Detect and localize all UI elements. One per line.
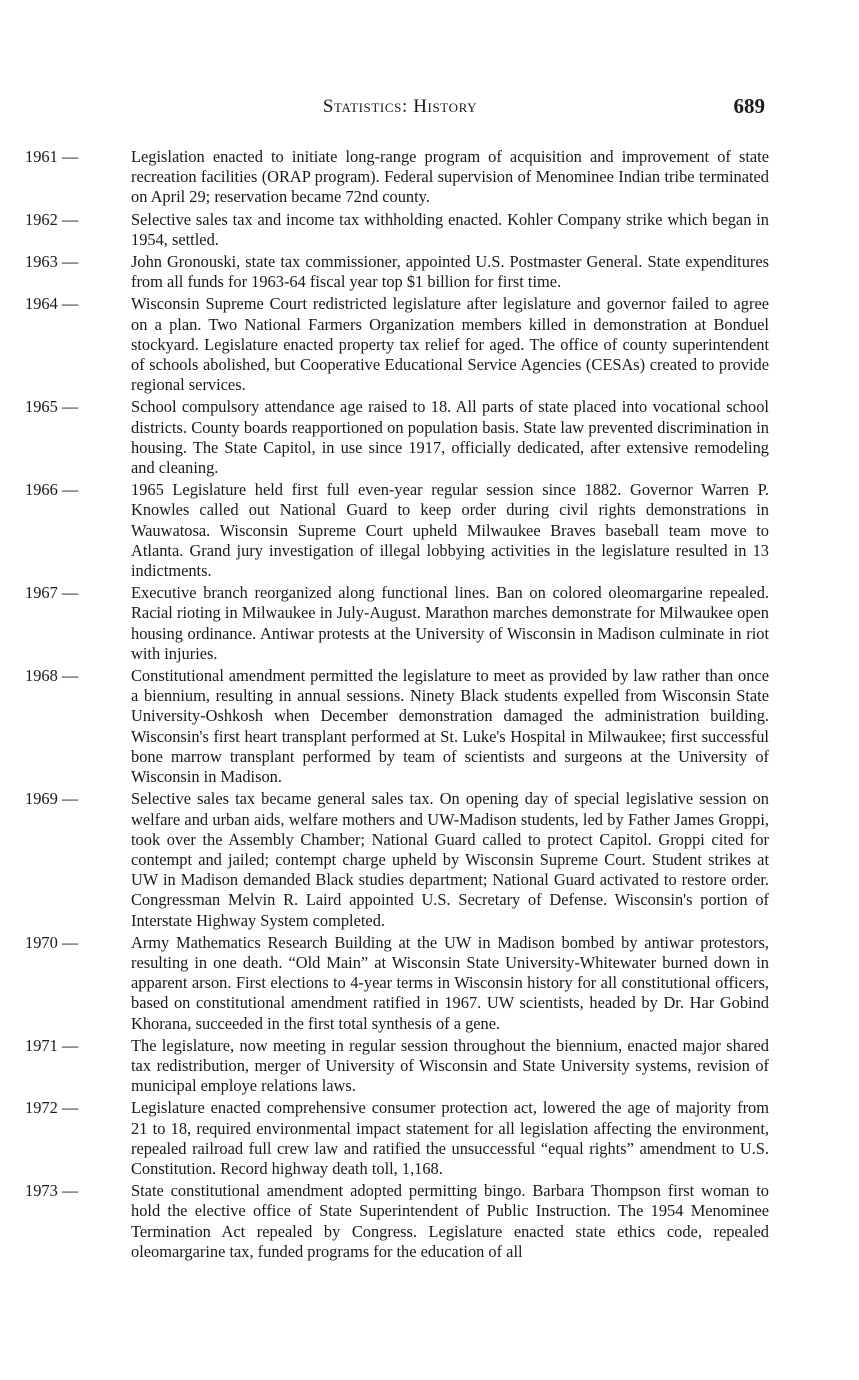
chronology-entry-1968 [25, 666, 769, 787]
entry-text: Wisconsin Supreme Court redistricted legislature after legislature and governor failed to agree on a plan. Two National Farmers Organization members killed in demonstration at Bonduel stockyard. Legislature enacted property tax relief for aged. The office of county superintendent of schools abolished, but Cooperative Educational Service Agencies (CESAs) created to provide regional services. [131, 294, 769, 395]
entry-year: 1966 — [25, 480, 79, 500]
entry-text: Selective sales tax became general sales tax. On opening day of special legislative session on welfare and urban aids, welfare mothers and UW-Madison students, led by Father James Groppi, took over the Assembly Chamber; National Guard called to protect Capitol. Groppi cited for contempt and jailed; contempt charge upheld by Wisconsin Supreme Court. Student strikes at UW in Madison demanded Black studies department; National Guard activated to restore order. Congressman Melvin R. Laird appointed U.S. Secretary of Defense. Wisconsin's portion of Interstate Highway System completed. [131, 789, 769, 930]
chronology-entry-1961 [25, 147, 769, 208]
entry-year: 1967 — [25, 583, 79, 603]
entry-text: State constitutional amendment adopted permitting bingo. Barbara Thompson first woman to hold the elective office of State Superintendent of Public Instruction. The 1954 Menominee Termination Act repealed by Congress. Legislature enacted state ethics code, repealed oleomargarine tax, funded programs for the education of all [131, 1181, 769, 1261]
entry-text: Selective sales tax and income tax withholding enacted. Kohler Company strike which began in 1954, settled. [131, 209, 769, 249]
entry-text: Legislature enacted comprehensive consumer protection act, lowered the age of majority from 21 to 18, required environmental impact statement for all legislation affecting the environment, repealed railroad full crew law and ratified the unsuccessful “equal rights” amendment to U.S. Constitution. Record highway death toll, 1,168. [131, 1098, 769, 1178]
entry-year: 1972 — [25, 1098, 79, 1118]
page-number: 689 [733, 94, 765, 118]
chronology-entry-1967 [25, 583, 769, 664]
entry-year: 1970 — [25, 932, 79, 952]
entry-text: School compulsory attendance age raised to 18. All parts of state placed into vocational school districts. County boards reapportioned on population basis. State law prevented discrimination in housing. The State Capitol, in use since 1917, officially dedicated, after extensive remodeling and cleaning. [131, 397, 769, 478]
entry-text: The legislature, now meeting in regular session throughout the biennium, enacted major shared tax redistribution, merger of University of Wisconsin and State University systems, revision of municipal employe relations laws. [131, 1035, 769, 1096]
chronology-entry-1970 [25, 933, 769, 1034]
chronology-entry-1971 [25, 1036, 769, 1097]
entry-year: 1968 — [25, 666, 79, 686]
entry-text: 1965 Legislature held first full even-year regular session since 1882. Governor Warren P. Knowles called out National Guard to keep order during civil rights demonstrations in Wauwatosa. Wisconsin Supreme Court upheld Milwaukee Braves baseball team move to Atlanta. Grand jury investigation of illegal lobbying activities in the legislature resulted in 13 indictments. [131, 480, 769, 581]
entry-year: 1964 — [25, 294, 79, 314]
chronology-entry-1964 [25, 294, 769, 395]
entry-text: Legislation enacted to initiate long-range program of acquisition and improvement of state recreation facilities (ORAP program). Federal supervision of Menominee Indian tribe terminated on April 29; reservation became 72nd county. [131, 147, 769, 207]
entry-year: 1962 — [25, 209, 79, 229]
chronology-entry-1965 [25, 397, 769, 478]
chronology-entry-1972 [25, 1098, 769, 1179]
entry-text: Constitutional amendment permitted the legislature to meet as provided by law rather than once a biennium, resulting in annual sessions. Ninety Black students expelled from Wisconsin State University-Oshkosh when December demonstration damaged the administration building. Wisconsin's first heart transplant performed at St. Luke's Hospital in Milwaukee; first successful bone marrow transplant performed by team of scientists and surgeons at the University of Wisconsin in Madison. [131, 666, 769, 787]
entry-year: 1969 — [25, 789, 79, 809]
entry-year: 1965 — [25, 397, 79, 417]
chronology-entry-1962 [25, 210, 769, 250]
chronology-entry-1966 [25, 480, 769, 581]
running-title: Statistics: History [322, 96, 478, 117]
running-head [0, 96, 859, 124]
entry-year: 1971 — [25, 1035, 79, 1055]
chronology-entry-1963 [25, 252, 769, 292]
entry-text: Executive branch reorganized along functional lines. Ban on colored oleomargarine repealed. Racial rioting in Milwaukee in July-August. Marathon marches demonstrate for Milwaukee open housing ordinance. Antiwar protests at the University of Wisconsin in Madison culminate in riot with injuries. [131, 583, 769, 663]
chronology-entry-1969 [25, 789, 769, 930]
entry-year: 1963 — [25, 252, 79, 272]
chronology-list [25, 147, 769, 1264]
entry-year: 1973 — [25, 1181, 79, 1201]
entry-text: Army Mathematics Research Building at the UW in Madison bombed by antiwar protestors, resulting in one death. “Old Main” at Wisconsin State University-Whitewater burned down in apparent arson. First elections to 4-year terms in Wisconsin history for all constitutional officers, based on constitutional amendment ratified in 1967. UW scientists, headed by Dr. Har Gobind Khorana, succeeded in the first total synthesis of a gene. [131, 932, 769, 1033]
chronology-entry-1973 [25, 1181, 769, 1262]
entry-text: John Gronouski, state tax commissioner, appointed U.S. Postmaster General. State expenditures from all funds for 1963-64 fiscal year top $1 billion for first time. [131, 252, 769, 292]
entry-year: 1961 — [25, 147, 79, 166]
